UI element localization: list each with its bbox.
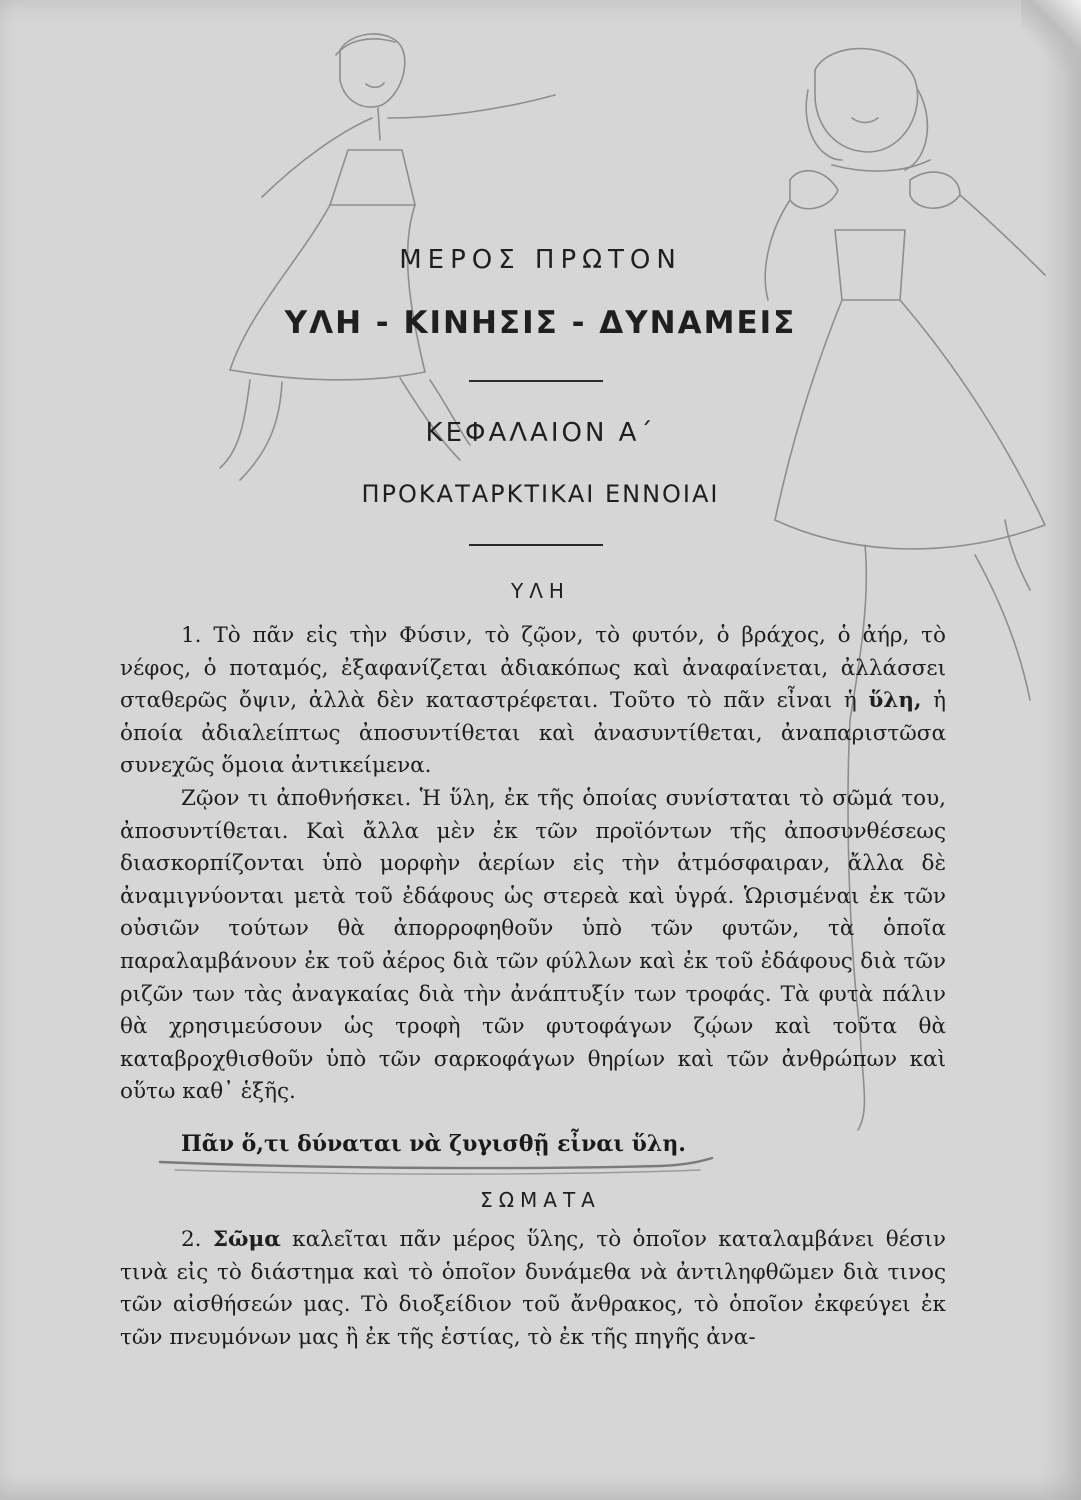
main-title: ΥΛΗ - ΚΙΝΗΣΙΣ - ΔΥΝΑΜΕΙΣ: [284, 305, 797, 341]
key-statement: Πᾶν ὅ,τι δύναται νὰ ζυγισθῇ εἶναι ὕλη.: [181, 1131, 686, 1157]
para1-text-end: ἡ ὁποία ἀδιαλείπτως ἀποσυντίθεται καὶ ἀνασυντίθεται, ἀναπαριστῶσα συνεχῶς ὅμοια ἀντικείμενα.: [120, 688, 946, 779]
para1-text-start: 1. Τὸ πᾶν εἰς τὴν Φύσιν, τὸ ζῷον, τὸ φυτόν, ὁ βράχος, ὁ ἀήρ, τὸ νέφος, ὁ ποταμός, ἐξαφανίζεται ἀδιακόπως καὶ ἀναφαίνεται, ἀλλάσσει σταθερῶς ὄψιν, ἀλλὰ δὲν καταστρέφεται. Τοῦτο τὸ πᾶν εἶναι ἡ: [120, 623, 946, 714]
chapter-title: ΚΕΦΑΛΑΙΟΝ Α΄: [425, 418, 656, 448]
section2-body: [120, 1224, 946, 1354]
paragraph-3: [120, 1224, 946, 1354]
term-ule: ὕλη,: [868, 688, 922, 714]
paragraph-1: [120, 620, 946, 783]
paragraph-number: 2.: [181, 1227, 202, 1252]
chapter-subtitle: ΠΡΟΚΑΤΑΡΚΤΙΚΑΙ ΕΝΝΟΙΑΙ: [361, 480, 720, 508]
divider-rule: [469, 380, 603, 382]
para3-text: καλεῖται πᾶν μέρος ὕλης, τὸ ὁποῖον καταλαμβάνει θέσιν τινὰ εἰς τὸ διάστημα καὶ τὸ ὁποῖον δυνάμεθα νὰ ἀντιληφθῶμεν διὰ τινος τῶν αἰσθήσεών μας. Τὸ διοξείδιον τοῦ ἄνθρακος, τὸ ὁποῖον ἐκφεύγει ἐκ τῶν πνευμόνων μας ἢ ἐκ τῆς ἑστίας, τὸ ἐκ τῆς πηγῆς ἀνα-: [120, 1227, 946, 1350]
term-soma: Σῶμα: [212, 1227, 281, 1252]
paragraph-2: Ζῷον τι ἀποθνήσκει. Ἡ ὕλη, ἐκ τῆς ὁποίας συνίσταται τὸ σῶμά του, ἀποσυντίθεται. Καὶ ἄλλα μὲν ἐκ τῶν προϊόντων τῆς ἀποσυνθέσεως διασκορπίζονται ὑπὸ μορφὴν ἀερίων εἰς τὴν ἀτμόσφαιραν, ἄλλα δὲ ἀναμιγνύονται μετὰ τοῦ ἐδάφους ὡς στερεὰ καὶ ὑγρά. Ὡρισμέναι ἐκ τῶν οὐσιῶν τούτων θὰ ἀπορροφηθοῦν ὑπὸ τῶν φυτῶν, τὰ ὁποῖα παραλαμβάνουν ἐκ τοῦ ἀέρος διὰ τῶν φύλλων καὶ ἐκ τοῦ ἐδάφους διὰ τῶν ριζῶν των τὰς ἀναγκαίας διὰ τὴν ἀνάπτυξίν των τροφάς. Τὰ φυτὰ πάλιν θὰ χρησιμεύσουν ὡς τροφὴ τῶν φυτοφάγων ζῴων καὶ τοῦτα θὰ καταβροχθισθοῦν ὑπὸ τῶν σαρκοφάγων θηρίων καὶ τῶν ἀνθρώπων καὶ οὕτω καθ᾽ ἑξῆς.: [120, 785, 946, 1105]
part-title: ΜΕΡΟΣ ΠΡΩΤΟΝ: [399, 245, 682, 275]
section1-body: [120, 620, 946, 1109]
divider-rule: [469, 544, 603, 546]
section-heading: ΣΩΜΑΤΑ: [480, 1188, 601, 1212]
section-heading: ΥΛΗ: [511, 579, 570, 603]
